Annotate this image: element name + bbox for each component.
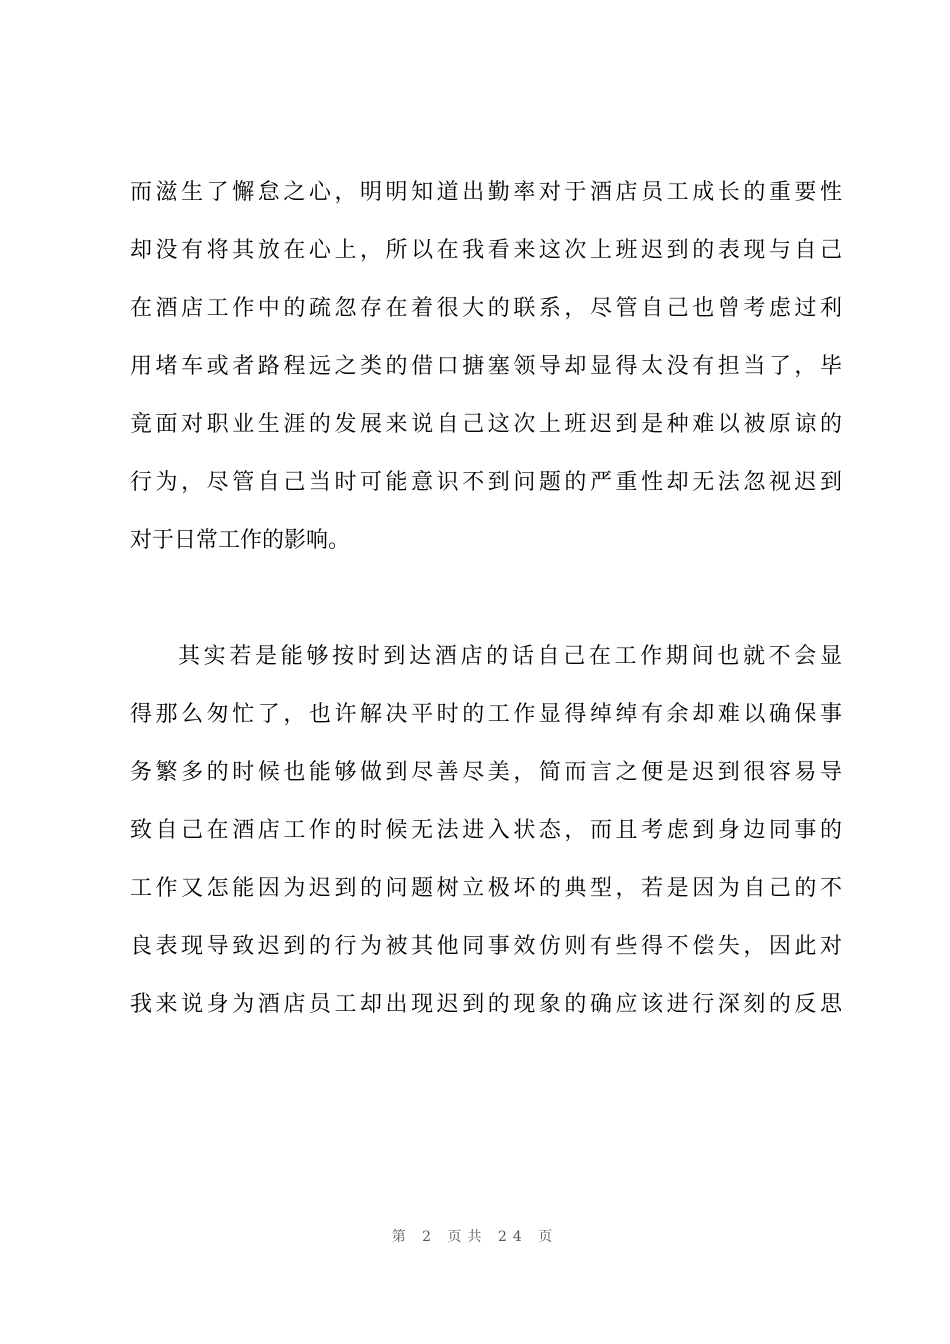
paragraph-line: 致自己在酒店工作的时候无法进入状态，而且考虑到身边同事的 <box>130 818 842 843</box>
paragraph-line: 行为，尽管自己当时可能意识不到问题的严重性却无法忽视迟到 <box>130 470 842 495</box>
paragraph-line: 却没有将其放在心上，所以在我看来这次上班迟到的表现与自己 <box>130 238 842 263</box>
paragraph-line: 我来说身为酒店员工却出现迟到的现象的确应该进行深刻的反思 <box>130 992 842 1017</box>
paragraph-line: 对于日常工作的影响。 <box>130 528 351 553</box>
paragraph-2 <box>130 628 842 1034</box>
paragraph-line: 竟面对职业生涯的发展来说自己这次上班迟到是种难以被原谅的 <box>130 412 842 437</box>
page-number-footer: 第 2 页共 24 页 <box>391 1229 559 1245</box>
paragraph-line: 得那么匆忙了，也许解决平时的工作显得绰绰有余却难以确保事 <box>130 702 842 727</box>
paragraph-1 <box>130 164 842 570</box>
paragraph-line: 务繁多的时候也能够做到尽善尽美，简而言之便是迟到很容易导 <box>130 760 842 785</box>
paragraph-line: 其实若是能够按时到达酒店的话自己在工作期间也就不会显 <box>178 644 842 669</box>
paragraph-line: 良表现导致迟到的行为被其他同事效仿则有些得不偿失，因此对 <box>130 934 842 959</box>
paragraph-line: 工作又怎能因为迟到的问题树立极坏的典型，若是因为自己的不 <box>130 876 842 901</box>
paragraph-line: 而滋生了懈怠之心，明明知道出勤率对于酒店员工成长的重要性 <box>130 180 842 205</box>
paragraph-line: 用堵车或者路程远之类的借口搪塞领导却显得太没有担当了，毕 <box>130 354 842 379</box>
paragraph-line: 在酒店工作中的疏忽存在着很大的联系，尽管自己也曾考虑过利 <box>130 296 842 321</box>
